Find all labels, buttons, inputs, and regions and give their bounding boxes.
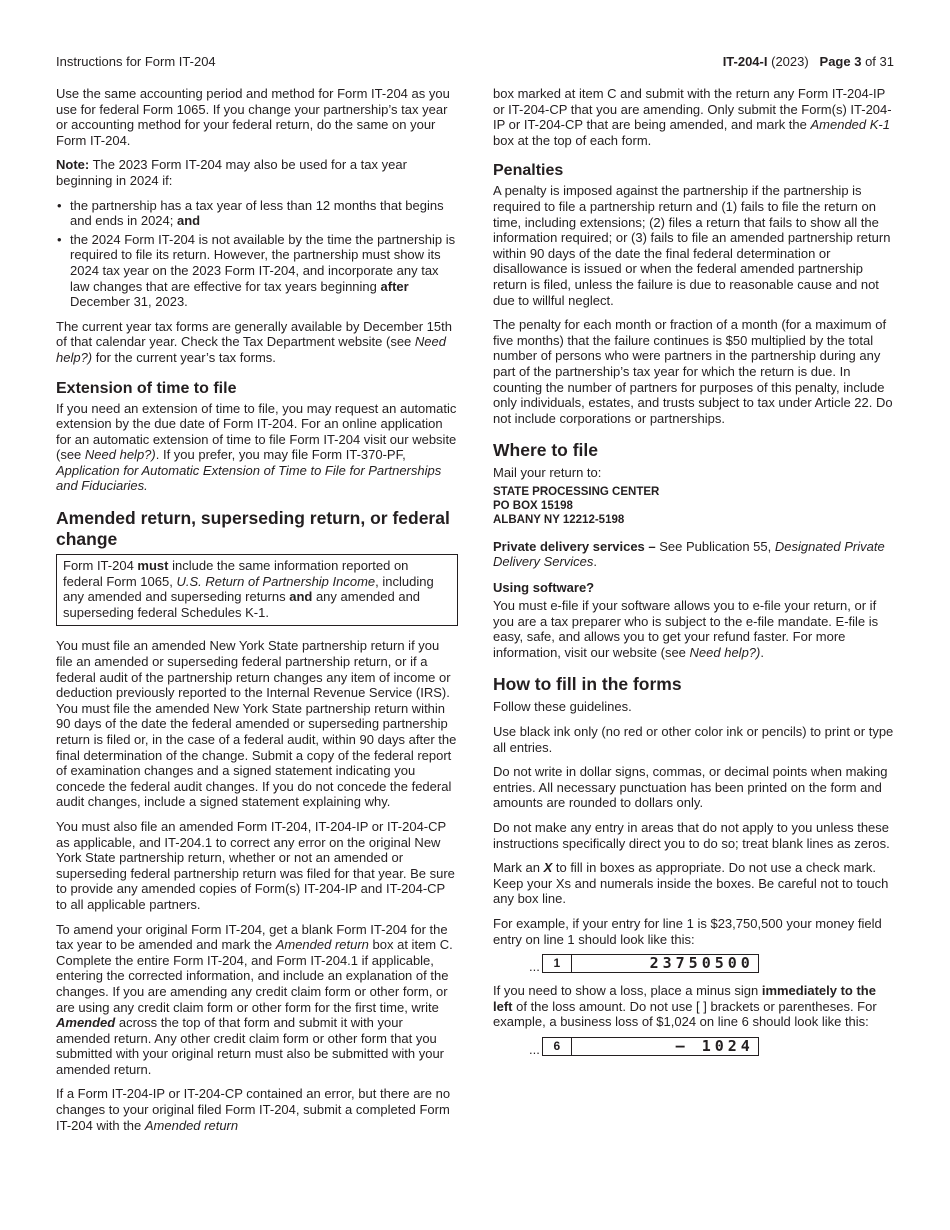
software-paragraph: [493, 598, 895, 660]
heading-amended: Amended return, superseding return, or federal change: [56, 508, 450, 550]
text: To amend your original Form IT-204, get a blank Form IT-204 for the tax year to be amended and mark the: [56, 921, 448, 953]
text: The current year tax forms are generally available by December 15th of that calendar year. Check the Tax Department website (see: [56, 318, 452, 350]
text: .: [760, 644, 764, 660]
text: , including any amended and superseding returns: [63, 573, 434, 605]
italic-text: Amended return: [144, 1117, 239, 1133]
text: Mark an: [493, 860, 544, 876]
text: to fill in boxes as appropriate. Do not use a check mark. Keep your Xs and numerals inside the boxes. Be careful not to touch any box line.: [493, 860, 889, 907]
example-entry-line-1: [529, 953, 895, 973]
address-line: PO BOX 15198: [493, 499, 573, 512]
header-form-title: Instructions for Form IT-204: [56, 54, 216, 69]
example-paragraph: For example, if your entry for line 1 is $23,750,500 your money field entry on line 1 should look like this:: [493, 915, 882, 947]
bold-text: immediately to the left: [493, 983, 876, 1014]
text: . If you prefer, you may file Form IT-370-PF,: [155, 447, 406, 463]
text: See Publication 55,: [659, 538, 775, 554]
text: .: [593, 554, 598, 570]
note-text: The 2023 Form IT-204 may also be used for a tax year beginning in 2024 if:: [56, 157, 407, 188]
private-delivery-paragraph: [493, 539, 895, 570]
text: You must e-file if your software allows you to e-file your return, or if you are a tax preparer who is subject to the e-file mandate. E-file is easy, safe, and allows you to get your refund faster. For more information, visit our website (see: [493, 598, 879, 660]
heading-how-to-fill: How to fill in the forms: [493, 674, 682, 695]
text: box marked at item C and submit with the return any Form IT-204-IP or IT-204-CP that you are amending. Only submit the Form(s) IT-204-IP or IT-204-CP that are being amended, and mark the: [493, 86, 892, 133]
text: Form IT-204: [63, 558, 138, 574]
line-number: 6: [543, 1038, 572, 1055]
heading-where-to-file: Where to file: [493, 440, 599, 461]
bold-text: Private delivery services –: [493, 538, 660, 554]
bullet-item: [56, 232, 458, 310]
mark-x-paragraph: [493, 860, 895, 907]
text: box at the top of each form.: [493, 132, 652, 148]
need-help-ref: Need help?): [56, 334, 446, 365]
text: include the same information reported on federal Form 1065,: [63, 558, 409, 589]
ink-paragraph: Use black ink only (no red or other color ink or pencils) to print or type all entries.: [493, 724, 894, 755]
follow-paragraph: Follow these guidelines.: [493, 699, 632, 715]
need-help-ref: Need help?): [689, 644, 761, 660]
bullet-text: the 2024 Form IT-204 is not available by the time the partnership is required to file its return. However, the partnership must show its 2024 tax year on the 2023 Form IT-204, and incorporate any tax law changes that are effective for tax years beginning: [70, 231, 456, 294]
mailing-address: [493, 485, 895, 527]
form-year: (2023): [771, 54, 809, 69]
bullet-bold: after: [380, 278, 409, 294]
text: If you need an extension of time to file, you may request an automatic extension by the due date of Form IT-204. For an online application for an automatic extension of time to file Form IT-204 visit our website (see: [56, 400, 457, 463]
bullet-text-end: December 31, 2023.: [70, 294, 188, 310]
italic-text: Designated Private Delivery Services: [493, 538, 885, 570]
note-paragraph: [56, 157, 458, 188]
italic-text: U.S. Return of Partnership Income: [176, 573, 376, 589]
text: for the current year’s tax forms.: [92, 349, 276, 365]
bold-text: must: [137, 558, 169, 574]
text: If you need to show a loss, place a minus sign: [493, 983, 762, 999]
text: any amended and superseding federal Schedules K-1.: [63, 589, 421, 620]
right-column: [493, 86, 895, 1066]
address-line: STATE PROCESSING CENTER: [493, 485, 660, 498]
example-entry-line-6: [529, 1036, 895, 1056]
current-forms-paragraph: [56, 319, 458, 366]
form-title-italic: Application for Automatic Extension of Time to File for Partnerships and Fiduciaries.: [56, 462, 442, 494]
leader-dots: ...: [529, 1041, 540, 1057]
form-id: IT-204-I: [722, 54, 768, 69]
money-amount: – 1024: [675, 1036, 754, 1055]
text: across the top of that form and submit it with your amended return. Any other credit claim form or other form that you submitted with your original return must also be submitted with your amended return.: [56, 1015, 445, 1077]
no-entry-paragraph: Do not make any entry in areas that do not apply to you unless these instructions specifically direct you to do so; treat blank lines as zeros.: [493, 820, 890, 851]
heading-using-software: Using software?: [493, 580, 595, 596]
header-page-info: [723, 54, 894, 69]
must-file-paragraph: You must file an amended New York State partnership return if you file an amended or superseding federal partnership return, or if a federal audit of the partnership return changes any item of income or deduction previously reported to the Internal Revenue Service (IRS). You must file the amended New York State partnership return within 90 days of the date the federal amended or superseding partnership return is filed or, in the case of a federal audit, within 90 days after the final determination of the change. Submit a copy of the federal report of examination changes and a signed statement indicating you concede the federal audit changes. If you do not concede the federal audit changes, include a signed statement explaining why.: [56, 638, 457, 810]
money-field-box: [542, 954, 759, 973]
bold-text: and: [289, 589, 313, 605]
note-bullets: [56, 198, 458, 310]
mail-paragraph: Mail your return to:: [493, 465, 602, 481]
note-label: Note:: [56, 157, 90, 173]
heading-penalties: Penalties: [493, 162, 564, 180]
money-field-box: [542, 1037, 759, 1056]
accounting-paragraph: Use the same accounting period and method for Form IT-204 as you use for federal Form 1065. If you change your partnership’s tax year or accounting method for your federal return, do the same on your Form IT-204.: [56, 86, 450, 148]
continued-paragraph: [493, 86, 895, 148]
penalty-paragraph-2: The penalty for each month or fraction of a month (for a maximum of five months) that the failure continues is $50 multiplied by the total number of persons who were partners in the partnership during any part of the partnership’s tax year for which the return is due. In counting the number of partners for purposes of this penalty, include only individuals, estates, and trusts subject to tax under Article 22. Do not include corporations or partnerships.: [493, 317, 893, 426]
need-help-ref: Need help?): [84, 447, 156, 463]
amended-info-box: [56, 554, 458, 626]
bullet-bold: and: [176, 213, 201, 229]
x-mark: X: [543, 860, 553, 876]
loss-paragraph: [493, 983, 895, 1030]
italic-text: Amended return: [275, 937, 369, 953]
amend-original-paragraph: [56, 922, 458, 1078]
extension-paragraph: [56, 401, 458, 495]
text: box at item C. Complete the entire Form IT-204, and Form IT-204.1 if applicable, entering the corrected information, and include an explanation of the changes. If you are amending any credit claim form or other form, or are using any credit claim form or other form for the first time, write: [56, 937, 453, 1015]
bold-italic-text: Amended: [56, 1015, 116, 1031]
bullet-text: the partnership has a tax year of less than 12 months that begins and ends in 2024;: [70, 197, 444, 229]
dollar-sign-paragraph: Do not write in dollar signs, commas, or decimal points when making entries. All necessary punctuation has been printed on the form and amounts are rounded to dollars only.: [493, 764, 888, 811]
line-number: 1: [543, 955, 572, 972]
heading-extension: Extension of time to file: [56, 379, 237, 397]
address-line: ALBANY NY 12212-5198: [493, 513, 625, 526]
also-file-paragraph: You must also file an amended Form IT-204, IT-204-IP or IT-204-CP as applicable, and IT-204.1 to correct any error on the original New York State partnership return, whether or not an amended or superseding federal partnership return was filed for that year. Be sure to provide any amended copies of Form(s) IT-204-IP and IT-204-CP to all applicable partners.: [56, 818, 455, 912]
page-number: Page 3: [819, 54, 862, 69]
bullet-item: [56, 198, 458, 229]
text: If a Form IT-204-IP or IT-204-CP contained an error, but there are no changes to your original filed Form IT-204, submit a completed Form IT-204 with the: [56, 1086, 451, 1133]
italic-text: Amended K-1: [810, 117, 890, 133]
ip-cp-error-paragraph: [56, 1086, 458, 1133]
page-total: of 31: [865, 54, 894, 69]
money-amount: 23750500: [649, 954, 754, 973]
left-column: [56, 86, 458, 1142]
text: of the loss amount. Do not use [ ] brackets or parentheses. For example, a business loss of $1,024 on line 6 should look like this:: [493, 998, 877, 1030]
box-text: [63, 558, 451, 620]
penalty-paragraph-1: A penalty is imposed against the partnership if the partnership is required to file a partnership return and (1) fails to file the return on time, including extensions; (2) files a return that fails to show all the information required; or (3) fails to file an amended partnership return within 90 days of the date the final federal determination or disallowance is issued or when the federal amended partnership return is filed, unless the failure is due to reasonable cause and not due to willful neglect.: [493, 183, 891, 308]
leader-dots: ...: [529, 959, 540, 975]
